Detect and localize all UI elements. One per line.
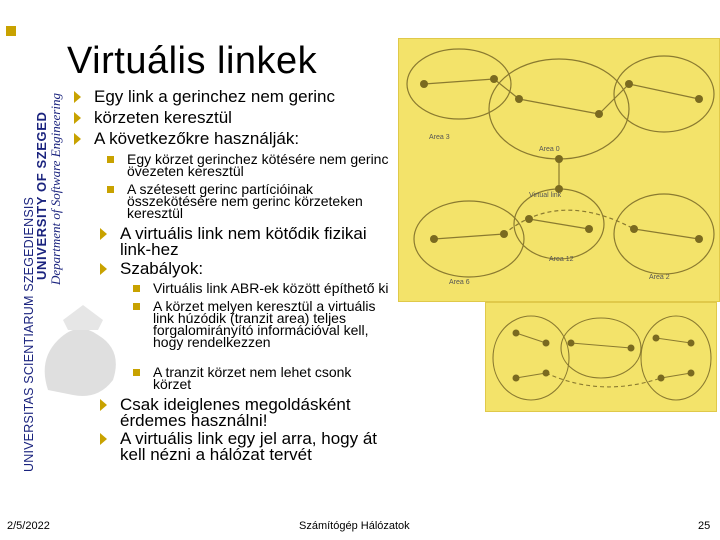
diagram-label: Virtual link bbox=[529, 192, 562, 199]
bullet-item bbox=[120, 226, 385, 258]
footer-date: 2/5/2022 bbox=[7, 520, 50, 532]
footer-page-number: 25 bbox=[698, 520, 711, 532]
footer-course: Számítógép Hálózatok bbox=[299, 520, 410, 532]
sub-bullet-text: Egy körzet gerinchez kötésére nem gerinc övezeten keresztül bbox=[127, 151, 389, 179]
bullet-item bbox=[94, 131, 394, 147]
bullet-text: körzeten keresztül bbox=[94, 108, 232, 127]
sub-bullet-item bbox=[153, 282, 428, 294]
department-name: Department of Software Engineering bbox=[48, 93, 63, 285]
bullet-square-icon bbox=[133, 303, 140, 310]
slide-title: Virtuális linkek bbox=[67, 40, 318, 82]
bullet-item bbox=[120, 397, 390, 429]
bullet-arrow-icon bbox=[100, 263, 107, 275]
university-latin-name: UNIVERSITAS SCIENTIARUM SZEGEDIENSIS bbox=[22, 196, 36, 472]
diagram-label: Area 2 bbox=[649, 274, 670, 281]
bullet-text: Szabályok: bbox=[120, 259, 204, 278]
bullet-text: A következőkre használják: bbox=[94, 129, 300, 148]
virtual-link-partition-diagram bbox=[485, 302, 717, 412]
bullet-square-icon bbox=[133, 285, 140, 292]
bullet-item bbox=[120, 261, 385, 277]
bullet-item bbox=[94, 110, 394, 126]
sub-bullet-text: A tranzit körzet nem lehet csonk körzet bbox=[153, 364, 352, 392]
sub-bullet-item bbox=[153, 366, 393, 390]
diagram-label: Area 6 bbox=[449, 279, 470, 286]
diagram-label: Area 12 bbox=[549, 256, 574, 263]
bullet-text: Csak ideiglenes megoldásként érdemes használni! bbox=[120, 395, 351, 430]
university-seal-logo bbox=[28, 300, 138, 410]
bullet-arrow-icon bbox=[74, 91, 81, 103]
sub-bullet-item bbox=[127, 153, 392, 177]
bullet-arrow-icon bbox=[74, 133, 81, 145]
bullet-text: A virtuális link nem kötődik fizikai link-hez bbox=[120, 224, 367, 259]
sub-bullet-text: A körzet melyen keresztül a virtuális link húzódik (tranzit area) teljes forgalomirányító információval kell, hogy rendelkezzen bbox=[153, 298, 376, 350]
bullet-arrow-icon bbox=[100, 433, 107, 445]
bullet-item bbox=[94, 89, 394, 105]
bullet-arrow-icon bbox=[74, 112, 81, 124]
sub-bullet-text: A szétesett gerinc partícióinak összekötésére nem gerinc körzeteken keresztül bbox=[127, 181, 363, 221]
bullet-arrow-icon bbox=[100, 399, 107, 411]
diagram-label: Area 3 bbox=[429, 134, 450, 141]
sub-bullet-item bbox=[153, 300, 393, 348]
corner-accent-square bbox=[6, 26, 16, 36]
sub-bullet-item bbox=[127, 183, 392, 219]
bullet-arrow-icon bbox=[100, 228, 107, 240]
virtual-link-network-diagram bbox=[398, 38, 720, 302]
bullet-text: A virtuális link egy jel arra, hogy át kell nézni a hálózat tervét bbox=[120, 429, 378, 464]
bullet-square-icon bbox=[107, 186, 114, 193]
bullet-square-icon bbox=[133, 369, 140, 376]
network-diagram-svg bbox=[399, 39, 719, 301]
partition-diagram-svg bbox=[486, 303, 716, 411]
bullet-text: Egy link a gerinchez nem gerinc bbox=[94, 87, 335, 106]
university-name: UNIVERSITY OF SZEGED bbox=[34, 111, 49, 280]
diagram-label: Area 0 bbox=[539, 146, 560, 153]
bullet-square-icon bbox=[107, 156, 114, 163]
sub-bullet-text: Virtuális link ABR-ek között építhető ki bbox=[153, 280, 389, 296]
bullet-item bbox=[120, 431, 400, 463]
